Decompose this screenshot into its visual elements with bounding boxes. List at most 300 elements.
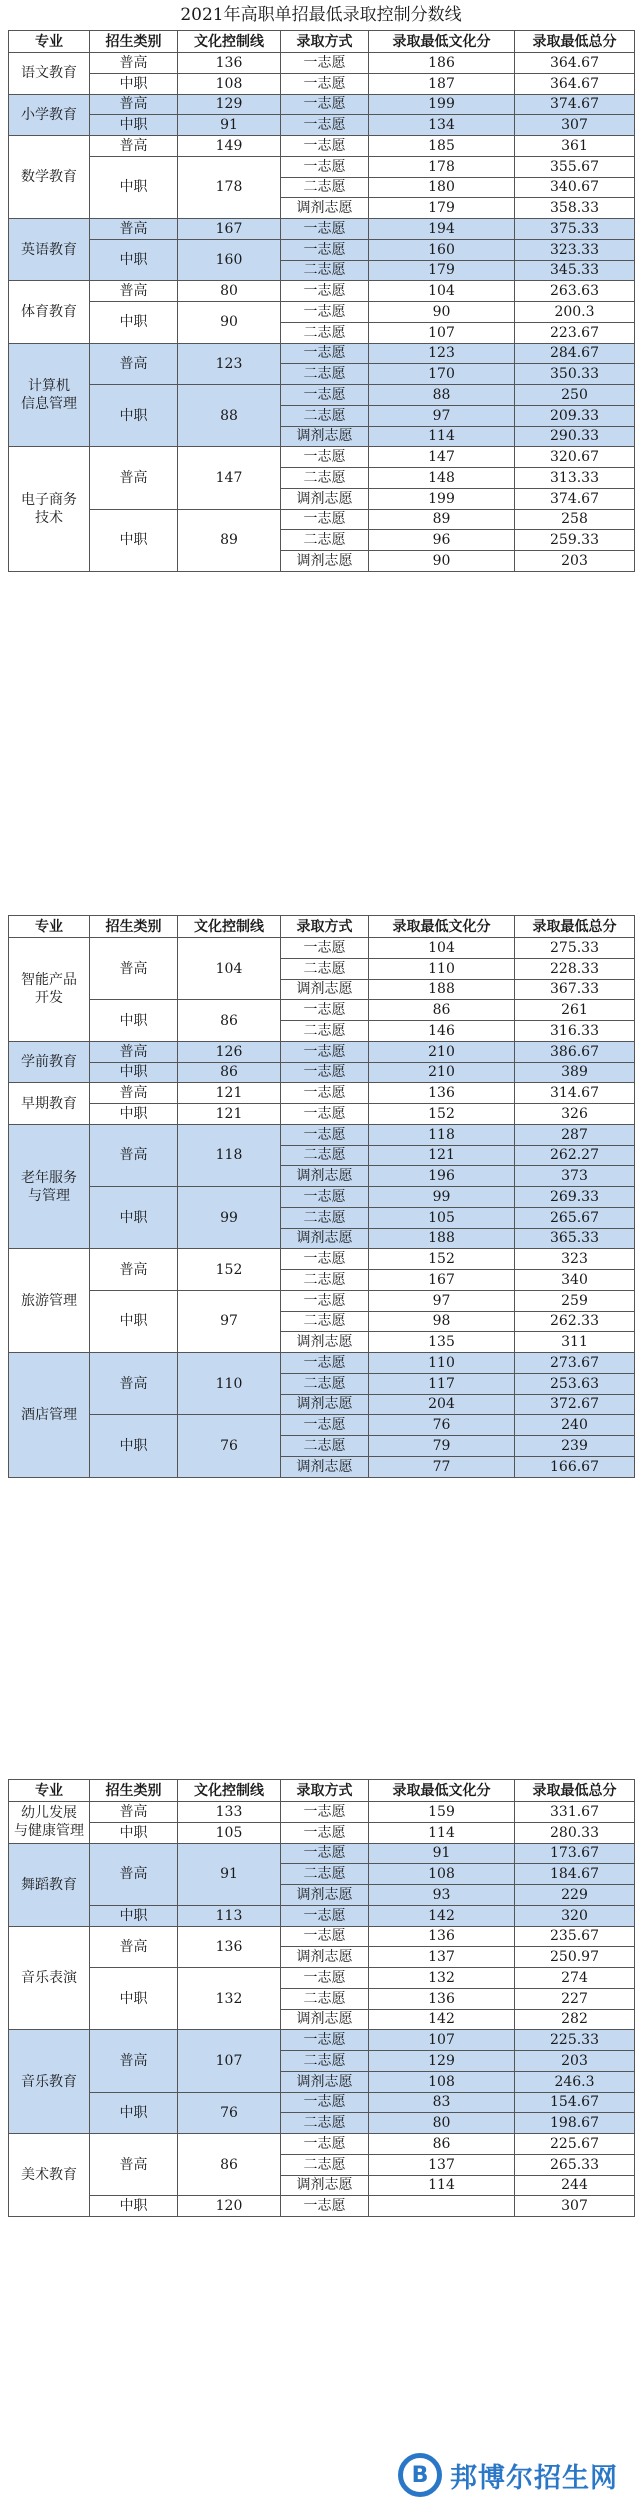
- min-culture-score-cell: 196: [368, 1165, 515, 1187]
- admission-method-cell: 二志愿: [280, 1269, 369, 1291]
- admission-method-cell: 二志愿: [280, 1373, 369, 1395]
- watermark-logo-icon: B: [398, 2453, 442, 2497]
- major-name: 美术教育: [8, 2133, 90, 2217]
- column-header: 录取最低总分: [514, 30, 635, 53]
- admission-method-cell: 一志愿: [280, 1082, 369, 1104]
- admission-method-cell: 一志愿: [280, 1041, 369, 1063]
- column-header: 录取最低总分: [514, 1779, 635, 1802]
- major-name: 早期教育: [8, 1082, 90, 1125]
- column-header: 文化控制线: [177, 30, 281, 53]
- admission-method-cell: 二志愿: [280, 363, 369, 385]
- category-cell: 普高: [89, 280, 178, 302]
- major-name: 幼儿发展 与健康管理: [8, 1801, 90, 1844]
- min-culture-score-cell: 178: [368, 156, 515, 178]
- admission-method-cell: 二志愿: [280, 405, 369, 427]
- min-culture-score-cell: 187: [368, 73, 515, 95]
- category-cell: 中职: [89, 509, 178, 572]
- min-culture-score-cell: 185: [368, 135, 515, 157]
- min-total-score-cell: 209.33: [514, 405, 635, 427]
- min-culture-score-cell: 90: [368, 301, 515, 323]
- min-culture-score-cell: 88: [368, 384, 515, 406]
- column-header: 录取最低文化分: [368, 30, 515, 53]
- column-header: 录取最低总分: [514, 915, 635, 938]
- min-total-score-cell: 320: [514, 1905, 635, 1927]
- column-header: 专业: [8, 30, 90, 53]
- min-culture-score-cell: 160: [368, 239, 515, 261]
- control-line-cell: 136: [177, 1926, 281, 1969]
- admission-method-cell: 二志愿: [280, 1020, 369, 1042]
- admission-method-cell: 一志愿: [280, 1905, 369, 1927]
- min-total-score-cell: 184.67: [514, 1863, 635, 1885]
- admission-method-cell: 调剂志愿: [280, 1884, 369, 1906]
- min-total-score-cell: 262.27: [514, 1145, 635, 1167]
- min-total-score-cell: 263.63: [514, 280, 635, 302]
- min-culture-score-cell: 134: [368, 114, 515, 136]
- admission-method-cell: 一志愿: [280, 2195, 369, 2217]
- min-culture-score-cell: 114: [368, 2175, 515, 2197]
- admission-method-cell: 二志愿: [280, 1311, 369, 1333]
- major-name: 计算机 信息管理: [8, 343, 90, 448]
- category-cell: 中职: [89, 1822, 178, 1844]
- column-header: 专业: [8, 1779, 90, 1802]
- admission-method-cell: 调剂志愿: [280, 550, 369, 572]
- control-line-cell: 104: [177, 937, 281, 1000]
- min-total-score-cell: 313.33: [514, 467, 635, 489]
- control-line-cell: 178: [177, 156, 281, 219]
- min-total-score-cell: 282: [514, 2009, 635, 2031]
- category-cell: 中职: [89, 384, 178, 447]
- admission-method-cell: 一志愿: [280, 937, 369, 959]
- min-culture-score-cell: 210: [368, 1041, 515, 1063]
- admission-method-cell: 一志愿: [280, 73, 369, 95]
- admission-method-cell: 一志愿: [280, 94, 369, 116]
- column-header: 招生类别: [89, 30, 178, 53]
- admission-method-cell: 一志愿: [280, 1822, 369, 1844]
- min-culture-score-cell: 137: [368, 1946, 515, 1968]
- control-line-cell: 110: [177, 1352, 281, 1415]
- major-name: 音乐教育: [8, 2029, 90, 2134]
- min-total-score-cell: 253.63: [514, 1373, 635, 1395]
- category-cell: 普高: [89, 218, 178, 240]
- min-total-score-cell: 361: [514, 135, 635, 157]
- admission-method-cell: 二志愿: [280, 958, 369, 980]
- admission-method-cell: 一志愿: [280, 1290, 369, 1312]
- min-total-score-cell: 331.67: [514, 1801, 635, 1823]
- category-cell: 中职: [89, 1186, 178, 1249]
- min-total-score-cell: 229: [514, 1884, 635, 1906]
- control-line-cell: 86: [177, 2133, 281, 2196]
- admission-method-cell: 一志愿: [280, 1124, 369, 1146]
- control-line-cell: 118: [177, 1124, 281, 1187]
- major-name: 学前教育: [8, 1041, 90, 1084]
- min-total-score-cell: 358.33: [514, 197, 635, 219]
- category-cell: 普高: [89, 1843, 178, 1906]
- min-culture-score-cell: 104: [368, 937, 515, 959]
- min-total-score-cell: 275.33: [514, 937, 635, 959]
- min-total-score-cell: 372.67: [514, 1394, 635, 1416]
- min-culture-score-cell: 132: [368, 1967, 515, 1989]
- min-culture-score-cell: 210: [368, 1062, 515, 1084]
- admission-method-cell: 二志愿: [280, 260, 369, 282]
- min-total-score-cell: 198.67: [514, 2112, 635, 2134]
- min-total-score-cell: 240: [514, 1414, 635, 1436]
- major-name: 电子商务 技术: [8, 446, 90, 572]
- control-line-cell: 126: [177, 1041, 281, 1063]
- admission-method-cell: 一志愿: [280, 446, 369, 468]
- admission-method-cell: 一志愿: [280, 2133, 369, 2155]
- category-cell: 普高: [89, 343, 178, 386]
- admission-method-cell: 一志愿: [280, 114, 369, 136]
- min-total-score-cell: 340.67: [514, 177, 635, 199]
- category-cell: 普高: [89, 1801, 178, 1823]
- admission-method-cell: 一志愿: [280, 1248, 369, 1270]
- category-cell: 中职: [89, 2092, 178, 2135]
- admission-method-cell: 一志愿: [280, 1414, 369, 1436]
- category-cell: 中职: [89, 239, 178, 282]
- min-total-score-cell: 367.33: [514, 979, 635, 1001]
- min-culture-score-cell: 204: [368, 1394, 515, 1416]
- admission-method-cell: 一志愿: [280, 156, 369, 178]
- min-total-score-cell: 364.67: [514, 73, 635, 95]
- control-line-cell: 120: [177, 2195, 281, 2217]
- column-header: 文化控制线: [177, 1779, 281, 1802]
- admission-method-cell: 一志愿: [280, 52, 369, 74]
- major-name: 体育教育: [8, 280, 90, 343]
- watermark-text: 邦博尔招生网: [450, 2462, 618, 2494]
- min-culture-score-cell: 97: [368, 1290, 515, 1312]
- admission-method-cell: 调剂志愿: [280, 2071, 369, 2093]
- min-culture-score-cell: 142: [368, 1905, 515, 1927]
- min-total-score-cell: 386.67: [514, 1041, 635, 1063]
- category-cell: 普高: [89, 1926, 178, 1969]
- min-culture-score-cell: 136: [368, 1988, 515, 2010]
- category-cell: 中职: [89, 1062, 178, 1084]
- min-culture-score-cell: 99: [368, 1186, 515, 1208]
- category-cell: 普高: [89, 1041, 178, 1063]
- admission-method-cell: 调剂志愿: [280, 1394, 369, 1416]
- min-culture-score-cell: 105: [368, 1207, 515, 1229]
- min-total-score-cell: 273.67: [514, 1352, 635, 1374]
- min-total-score-cell: 284.67: [514, 343, 635, 365]
- min-total-score-cell: 311: [514, 1331, 635, 1353]
- watermark: [398, 2445, 633, 2505]
- min-culture-score-cell: 91: [368, 1843, 515, 1865]
- min-total-score-cell: 258: [514, 509, 635, 531]
- admission-method-cell: 一志愿: [280, 384, 369, 406]
- category-cell: 中职: [89, 999, 178, 1042]
- min-culture-score-cell: 170: [368, 363, 515, 385]
- min-culture-score-cell: 93: [368, 1884, 515, 1906]
- min-total-score-cell: 323: [514, 1248, 635, 1270]
- admission-method-cell: 一志愿: [280, 1967, 369, 1989]
- admission-method-cell: 二志愿: [280, 1863, 369, 1885]
- min-total-score-cell: 265.33: [514, 2154, 635, 2176]
- min-total-score-cell: 365.33: [514, 1228, 635, 1250]
- category-cell: 普高: [89, 1124, 178, 1187]
- min-total-score-cell: 235.67: [514, 1926, 635, 1948]
- admission-method-cell: 二志愿: [280, 2112, 369, 2134]
- control-line-cell: 89: [177, 509, 281, 572]
- category-cell: 普高: [89, 2029, 178, 2092]
- category-cell: 普高: [89, 1248, 178, 1291]
- min-culture-score-cell: 167: [368, 1269, 515, 1291]
- admission-method-cell: 一志愿: [280, 135, 369, 157]
- min-total-score-cell: 307: [514, 2195, 635, 2217]
- admission-method-cell: 二志愿: [280, 529, 369, 551]
- category-cell: 普高: [89, 1352, 178, 1415]
- control-line-cell: 107: [177, 2029, 281, 2092]
- control-line-cell: 121: [177, 1082, 281, 1104]
- min-total-score-cell: 374.67: [514, 94, 635, 116]
- control-line-cell: 90: [177, 301, 281, 344]
- admission-method-cell: 一志愿: [280, 280, 369, 302]
- category-cell: 中职: [89, 1414, 178, 1477]
- major-name: 舞蹈教育: [8, 1843, 90, 1927]
- min-culture-score-cell: 179: [368, 197, 515, 219]
- admission-method-cell: 调剂志愿: [280, 488, 369, 510]
- min-culture-score-cell: 188: [368, 1228, 515, 1250]
- control-line-cell: 99: [177, 1186, 281, 1249]
- min-culture-score-cell: 123: [368, 343, 515, 365]
- category-cell: 普高: [89, 135, 178, 157]
- admission-method-cell: 一志愿: [280, 1062, 369, 1084]
- min-total-score-cell: 250: [514, 384, 635, 406]
- min-culture-score-cell: 108: [368, 1863, 515, 1885]
- min-total-score-cell: 244: [514, 2175, 635, 2197]
- control-line-cell: 132: [177, 1967, 281, 2030]
- control-line-cell: 152: [177, 1248, 281, 1291]
- min-culture-score-cell: 136: [368, 1926, 515, 1948]
- control-line-cell: 76: [177, 1414, 281, 1477]
- min-culture-score-cell: 179: [368, 260, 515, 282]
- admission-method-cell: 调剂志愿: [280, 1165, 369, 1187]
- category-cell: 普高: [89, 2133, 178, 2196]
- admission-method-cell: 一志愿: [280, 239, 369, 261]
- admission-method-cell: 调剂志愿: [280, 2175, 369, 2197]
- admission-method-cell: 一志愿: [280, 343, 369, 365]
- category-cell: 中职: [89, 1103, 178, 1125]
- min-total-score-cell: 350.33: [514, 363, 635, 385]
- admission-method-cell: 二志愿: [280, 2154, 369, 2176]
- control-line-cell: 129: [177, 94, 281, 116]
- min-total-score-cell: 320.67: [514, 446, 635, 468]
- min-culture-score-cell: 107: [368, 2029, 515, 2051]
- column-header: 专业: [8, 915, 90, 938]
- min-culture-score-cell: 142: [368, 2009, 515, 2031]
- min-culture-score-cell: 186: [368, 52, 515, 74]
- control-line-cell: 113: [177, 1905, 281, 1927]
- control-line-cell: 80: [177, 280, 281, 302]
- min-total-score-cell: 203: [514, 550, 635, 572]
- min-culture-score-cell: 147: [368, 446, 515, 468]
- min-total-score-cell: 227: [514, 1988, 635, 2010]
- category-cell: 普高: [89, 446, 178, 509]
- category-cell: 中职: [89, 2195, 178, 2217]
- admission-method-cell: 调剂志愿: [280, 1228, 369, 1250]
- min-total-score-cell: 373: [514, 1165, 635, 1187]
- admission-method-cell: 调剂志愿: [280, 197, 369, 219]
- major-name: 酒店管理: [8, 1352, 90, 1478]
- major-name: 智能产品 开发: [8, 937, 90, 1042]
- min-total-score-cell: 355.67: [514, 156, 635, 178]
- admission-method-cell: 调剂志愿: [280, 1456, 369, 1478]
- category-cell: 中职: [89, 1905, 178, 1927]
- min-total-score-cell: 261: [514, 999, 635, 1021]
- min-total-score-cell: 166.67: [514, 1456, 635, 1478]
- min-culture-score-cell: 121: [368, 1145, 515, 1167]
- min-total-score-cell: 269.33: [514, 1186, 635, 1208]
- control-line-cell: 108: [177, 73, 281, 95]
- column-header: 录取最低文化分: [368, 1779, 515, 1802]
- admission-method-cell: 一志愿: [280, 1352, 369, 1374]
- min-total-score-cell: 225.33: [514, 2029, 635, 2051]
- category-cell: 普高: [89, 1082, 178, 1104]
- min-total-score-cell: 316.33: [514, 1020, 635, 1042]
- major-name: 小学教育: [8, 94, 90, 137]
- control-line-cell: 136: [177, 52, 281, 74]
- category-cell: 中职: [89, 301, 178, 344]
- admission-method-cell: 调剂志愿: [280, 426, 369, 448]
- major-name: 数学教育: [8, 135, 90, 219]
- category-cell: 中职: [89, 1290, 178, 1353]
- min-culture-score-cell: 159: [368, 1801, 515, 1823]
- admission-method-cell: 一志愿: [280, 999, 369, 1021]
- major-name: 老年服务 与管理: [8, 1124, 90, 1250]
- page-title: 2021年高职单招最低录取控制分数线: [180, 5, 462, 25]
- control-line-cell: 86: [177, 999, 281, 1042]
- admission-method-cell: 一志愿: [280, 1103, 369, 1125]
- admission-method-cell: 二志愿: [280, 1988, 369, 2010]
- admission-method-cell: 一志愿: [280, 1843, 369, 1865]
- admission-method-cell: 调剂志愿: [280, 2009, 369, 2031]
- min-culture-score-cell: 180: [368, 177, 515, 199]
- min-culture-score-cell: 107: [368, 322, 515, 344]
- admission-method-cell: 二志愿: [280, 1207, 369, 1229]
- admission-method-cell: 一志愿: [280, 2092, 369, 2114]
- admission-method-cell: 调剂志愿: [280, 979, 369, 1001]
- control-line-cell: 86: [177, 1062, 281, 1084]
- admission-method-cell: 一志愿: [280, 218, 369, 240]
- min-culture-score-cell: 79: [368, 1435, 515, 1457]
- min-culture-score-cell: 114: [368, 1822, 515, 1844]
- category-cell: 普高: [89, 52, 178, 74]
- column-header: 录取方式: [280, 30, 369, 53]
- control-line-cell: 76: [177, 2092, 281, 2135]
- min-culture-score-cell: 148: [368, 467, 515, 489]
- admission-method-cell: 二志愿: [280, 467, 369, 489]
- category-cell: 普高: [89, 937, 178, 1000]
- min-total-score-cell: 280.33: [514, 1822, 635, 1844]
- min-total-score-cell: 290.33: [514, 426, 635, 448]
- min-culture-score-cell: 76: [368, 1414, 515, 1436]
- min-culture-score-cell: 104: [368, 280, 515, 302]
- min-culture-score-cell: 83: [368, 2092, 515, 2114]
- min-total-score-cell: 173.67: [514, 1843, 635, 1865]
- admission-method-cell: 一志愿: [280, 1926, 369, 1948]
- admission-method-cell: 一志愿: [280, 1801, 369, 1823]
- column-header: 文化控制线: [177, 915, 281, 938]
- min-total-score-cell: 364.67: [514, 52, 635, 74]
- min-culture-score-cell: 89: [368, 509, 515, 531]
- admission-method-cell: 二志愿: [280, 2050, 369, 2072]
- min-culture-score-cell: 129: [368, 2050, 515, 2072]
- min-total-score-cell: 389: [514, 1062, 635, 1084]
- major-name: 音乐表演: [8, 1926, 90, 2031]
- admission-method-cell: 一志愿: [280, 509, 369, 531]
- control-line-cell: 123: [177, 343, 281, 386]
- min-culture-score-cell: 108: [368, 2071, 515, 2093]
- min-culture-score-cell: 86: [368, 999, 515, 1021]
- min-total-score-cell: 259: [514, 1290, 635, 1312]
- control-line-cell: 133: [177, 1801, 281, 1823]
- min-total-score-cell: 200.3: [514, 301, 635, 323]
- min-total-score-cell: 287: [514, 1124, 635, 1146]
- min-culture-score-cell: 98: [368, 1311, 515, 1333]
- min-culture-score-cell: 97: [368, 405, 515, 427]
- control-line-cell: 97: [177, 1290, 281, 1353]
- category-cell: 中职: [89, 156, 178, 219]
- min-culture-score-cell: 137: [368, 2154, 515, 2176]
- column-header: 录取方式: [280, 915, 369, 938]
- min-culture-score-cell: 199: [368, 488, 515, 510]
- min-culture-score-cell: 114: [368, 426, 515, 448]
- min-total-score-cell: 259.33: [514, 529, 635, 551]
- min-culture-score-cell: 110: [368, 958, 515, 980]
- control-line-cell: 105: [177, 1822, 281, 1844]
- min-total-score-cell: 323.33: [514, 239, 635, 261]
- column-header: 招生类别: [89, 1779, 178, 1802]
- min-culture-score-cell: 188: [368, 979, 515, 1001]
- category-cell: 中职: [89, 114, 178, 136]
- admission-method-cell: 一志愿: [280, 1186, 369, 1208]
- min-total-score-cell: 228.33: [514, 958, 635, 980]
- min-culture-score-cell: 152: [368, 1248, 515, 1270]
- min-total-score-cell: 239: [514, 1435, 635, 1457]
- category-cell: 中职: [89, 73, 178, 95]
- min-culture-score-cell: 77: [368, 1456, 515, 1478]
- column-header: 录取方式: [280, 1779, 369, 1802]
- min-culture-score-cell: 118: [368, 1124, 515, 1146]
- admission-method-cell: 调剂志愿: [280, 1946, 369, 1968]
- min-culture-score-cell: 194: [368, 218, 515, 240]
- min-culture-score-cell: 152: [368, 1103, 515, 1125]
- min-total-score-cell: 154.67: [514, 2092, 635, 2114]
- admission-method-cell: 一志愿: [280, 2029, 369, 2051]
- min-total-score-cell: 225.67: [514, 2133, 635, 2155]
- min-culture-score-cell: 86: [368, 2133, 515, 2155]
- control-line-cell: 167: [177, 218, 281, 240]
- min-total-score-cell: 345.33: [514, 260, 635, 282]
- min-culture-score-cell: 135: [368, 1331, 515, 1353]
- min-total-score-cell: 246.3: [514, 2071, 635, 2093]
- min-culture-score-cell: 117: [368, 1373, 515, 1395]
- admission-method-cell: 一志愿: [280, 301, 369, 323]
- major-name: 英语教育: [8, 218, 90, 281]
- min-total-score-cell: 203: [514, 2050, 635, 2072]
- min-culture-score-cell: 80: [368, 2112, 515, 2134]
- control-line-cell: 91: [177, 114, 281, 136]
- min-total-score-cell: 340: [514, 1269, 635, 1291]
- admission-method-cell: 调剂志愿: [280, 1331, 369, 1353]
- min-total-score-cell: 375.33: [514, 218, 635, 240]
- min-total-score-cell: 223.67: [514, 322, 635, 344]
- min-total-score-cell: 374.67: [514, 488, 635, 510]
- category-cell: 中职: [89, 1967, 178, 2030]
- admission-method-cell: 二志愿: [280, 322, 369, 344]
- column-header: 招生类别: [89, 915, 178, 938]
- admission-method-cell: 二志愿: [280, 1145, 369, 1167]
- min-culture-score-cell: 110: [368, 1352, 515, 1374]
